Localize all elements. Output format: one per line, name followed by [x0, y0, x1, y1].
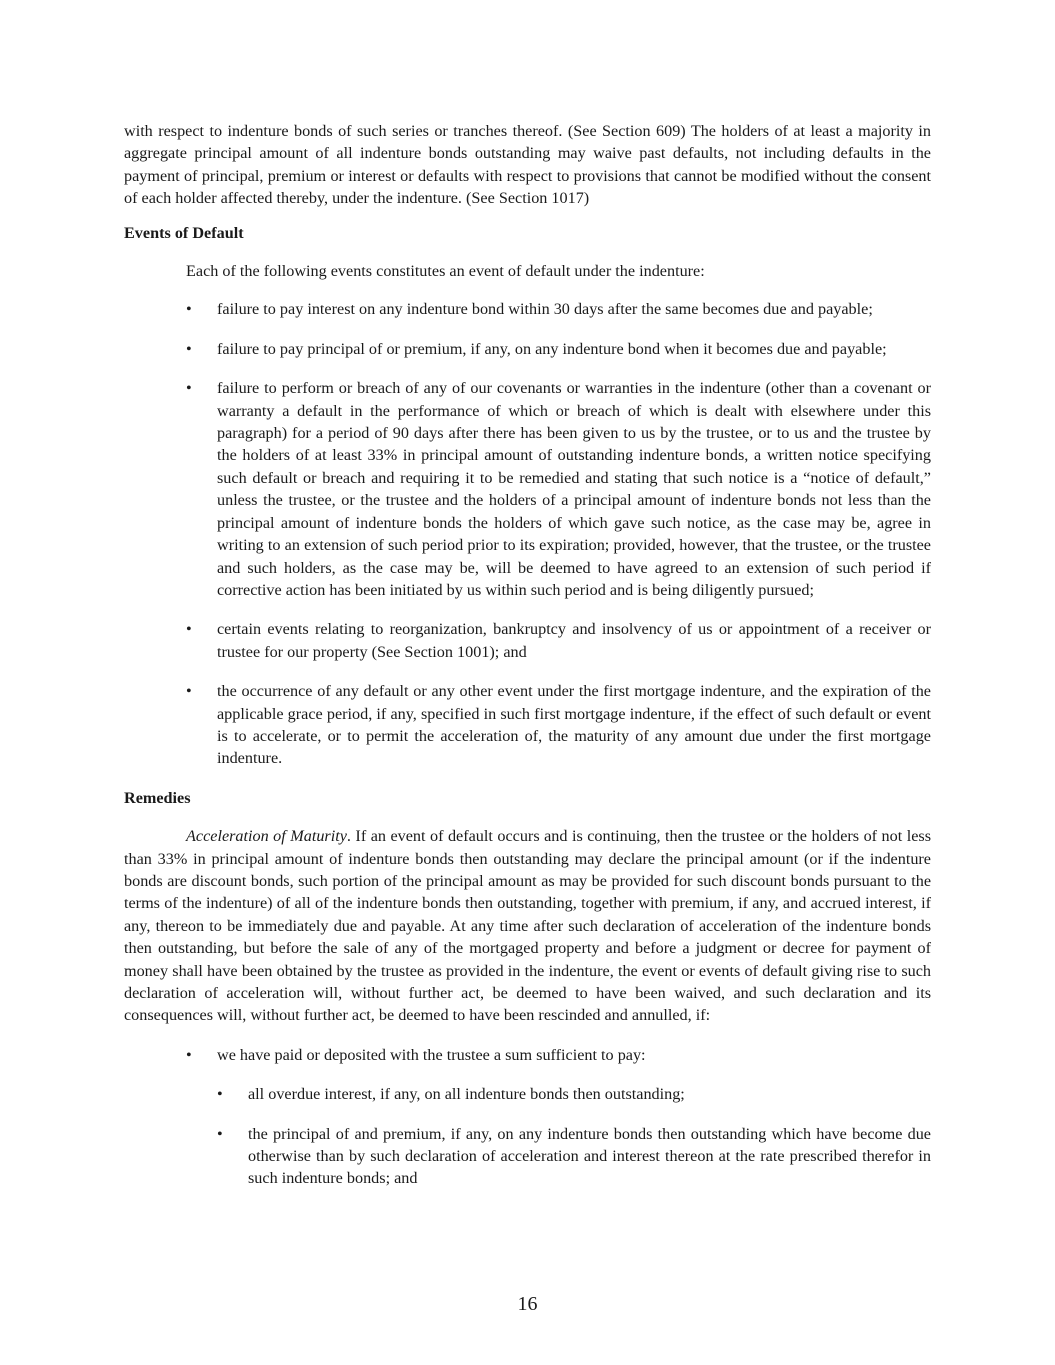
- remedies-heading: Remedies: [124, 788, 191, 807]
- waiver-paragraph: with respect to indenture bonds of such series or tranches thereof. (See Section 609) The holders of at least a majority in aggregate principal amount of all indenture bonds outstanding may waive past defaults, not including defaults in the payment of principal, premium or interest or defaults with respect to provisions that cannot be modified without the consent of each holder affected thereby, under the indenture. (See Section 1017): [124, 122, 931, 208]
- bullet-icon: •: [217, 1085, 223, 1104]
- list-item: [124, 338, 931, 360]
- document-page: [124, 120, 931, 1207]
- acceleration-text: If an event of default occurs and is continuing, then the trustee or the holders of not less than 33% in principal amount of indenture bonds then outstanding may declare the principal amount (or if the indenture bonds are discount bonds, such portion of the principal amount as may be provided for such discount bonds pursuant to the terms of the indenture) of all of the indenture bonds then outstanding, together with premium, if any, and accrued interest, if any, thereon to be immediately due and payable. At any time after such declaration of acceleration of the indenture bonds then outstanding, but before the sale of any of the mortgaged property and before a judgment or decree for payment of money shall have been obtained by the trustee as provided in the indenture, the event or events of default giving rise to such declaration of acceleration will, without further act, be deemed to have been waived, and such declaration and its consequences will, without further act, be deemed to have been rescinded and annulled, if:: [124, 827, 931, 1025]
- list-item: [124, 1123, 931, 1190]
- bullet-icon: •: [186, 339, 192, 358]
- list-item-text: the principal of and premium, if any, on any indenture bonds then outstanding which have become due otherwise than by such declaration of acceleration and interest thereon at the rate prescribed therefor in such indenture bonds; and: [248, 1124, 931, 1188]
- remedies-list: [124, 1044, 931, 1066]
- events-of-default-list: [124, 298, 931, 769]
- events-intro-paragraph: Each of the following events constitutes an event of default under the indenture:: [186, 262, 705, 281]
- list-item: [124, 377, 931, 601]
- list-item: [124, 1044, 931, 1066]
- list-item-text: all overdue interest, if any, on all indenture bonds then outstanding;: [248, 1085, 685, 1104]
- bullet-icon: •: [217, 1124, 223, 1143]
- list-item: [124, 1083, 931, 1105]
- list-item-text: the occurrence of any default or any other event under the first mortgage indenture, and the expiration of the applicable grace period, if any, specified in such first mortgage indenture, if the effect of such default or event is to accelerate, or to permit the acceleration of, the maturity of any amount due under the first mortgage indenture.: [217, 682, 931, 768]
- bullet-icon: •: [186, 682, 192, 701]
- list-item-text: failure to pay interest on any indenture bond within 30 days after the same becomes due and payable;: [217, 300, 873, 319]
- list-item-text: we have paid or deposited with the trustee a sum sufficient to pay:: [217, 1045, 646, 1064]
- page-number: 16: [517, 1293, 538, 1315]
- list-item: [124, 618, 931, 663]
- acceleration-subtitle-period: .: [346, 827, 351, 846]
- events-of-default-heading: Events of Default: [124, 223, 244, 242]
- list-item: [124, 298, 931, 320]
- list-item-text: certain events relating to reorganization, bankruptcy and insolvency of us or appointment of a receiver or trustee for our property (See Section 1001); and: [217, 620, 931, 661]
- acceleration-subtitle: Acceleration of Maturity: [186, 827, 347, 846]
- remedies-sub-list: [124, 1083, 931, 1190]
- bullet-icon: •: [186, 620, 192, 639]
- list-item-text: failure to perform or breach of any of our covenants or warranties in the indenture (other than a covenant or warranty a default in the performance of which or breach of which is dealt with elsewhere under this paragraph) for a period of 90 days after there has been given to us by the trustee, or to us and the trustee by the holders of at least 33% in principal amount of outstanding indenture bonds, a written notice specifying such default or breach and requiring it to be remedied and stating that such notice is a “notice of default,” unless the trustee, or the trustee and the holders of a principal amount of indenture bonds not less than the principal amount of indenture bonds the holders of which gave such notice, as the case may be, agree in writing to an extension of such period prior to its expiration; provided, however, that the trustee, or the trustee and such holders, as the case may be, will be deemed to have agreed to an extension of such period if corrective action has been initiated by us within such period and is being diligently pursued;: [217, 379, 931, 599]
- list-item-text: failure to pay principal of or premium, if any, on any indenture bond when it becomes due and payable;: [217, 339, 887, 358]
- bullet-icon: •: [186, 1045, 192, 1064]
- acceleration-paragraph: [124, 825, 931, 1027]
- bullet-icon: •: [186, 300, 192, 319]
- list-item: [124, 680, 931, 770]
- bullet-icon: •: [186, 379, 192, 398]
